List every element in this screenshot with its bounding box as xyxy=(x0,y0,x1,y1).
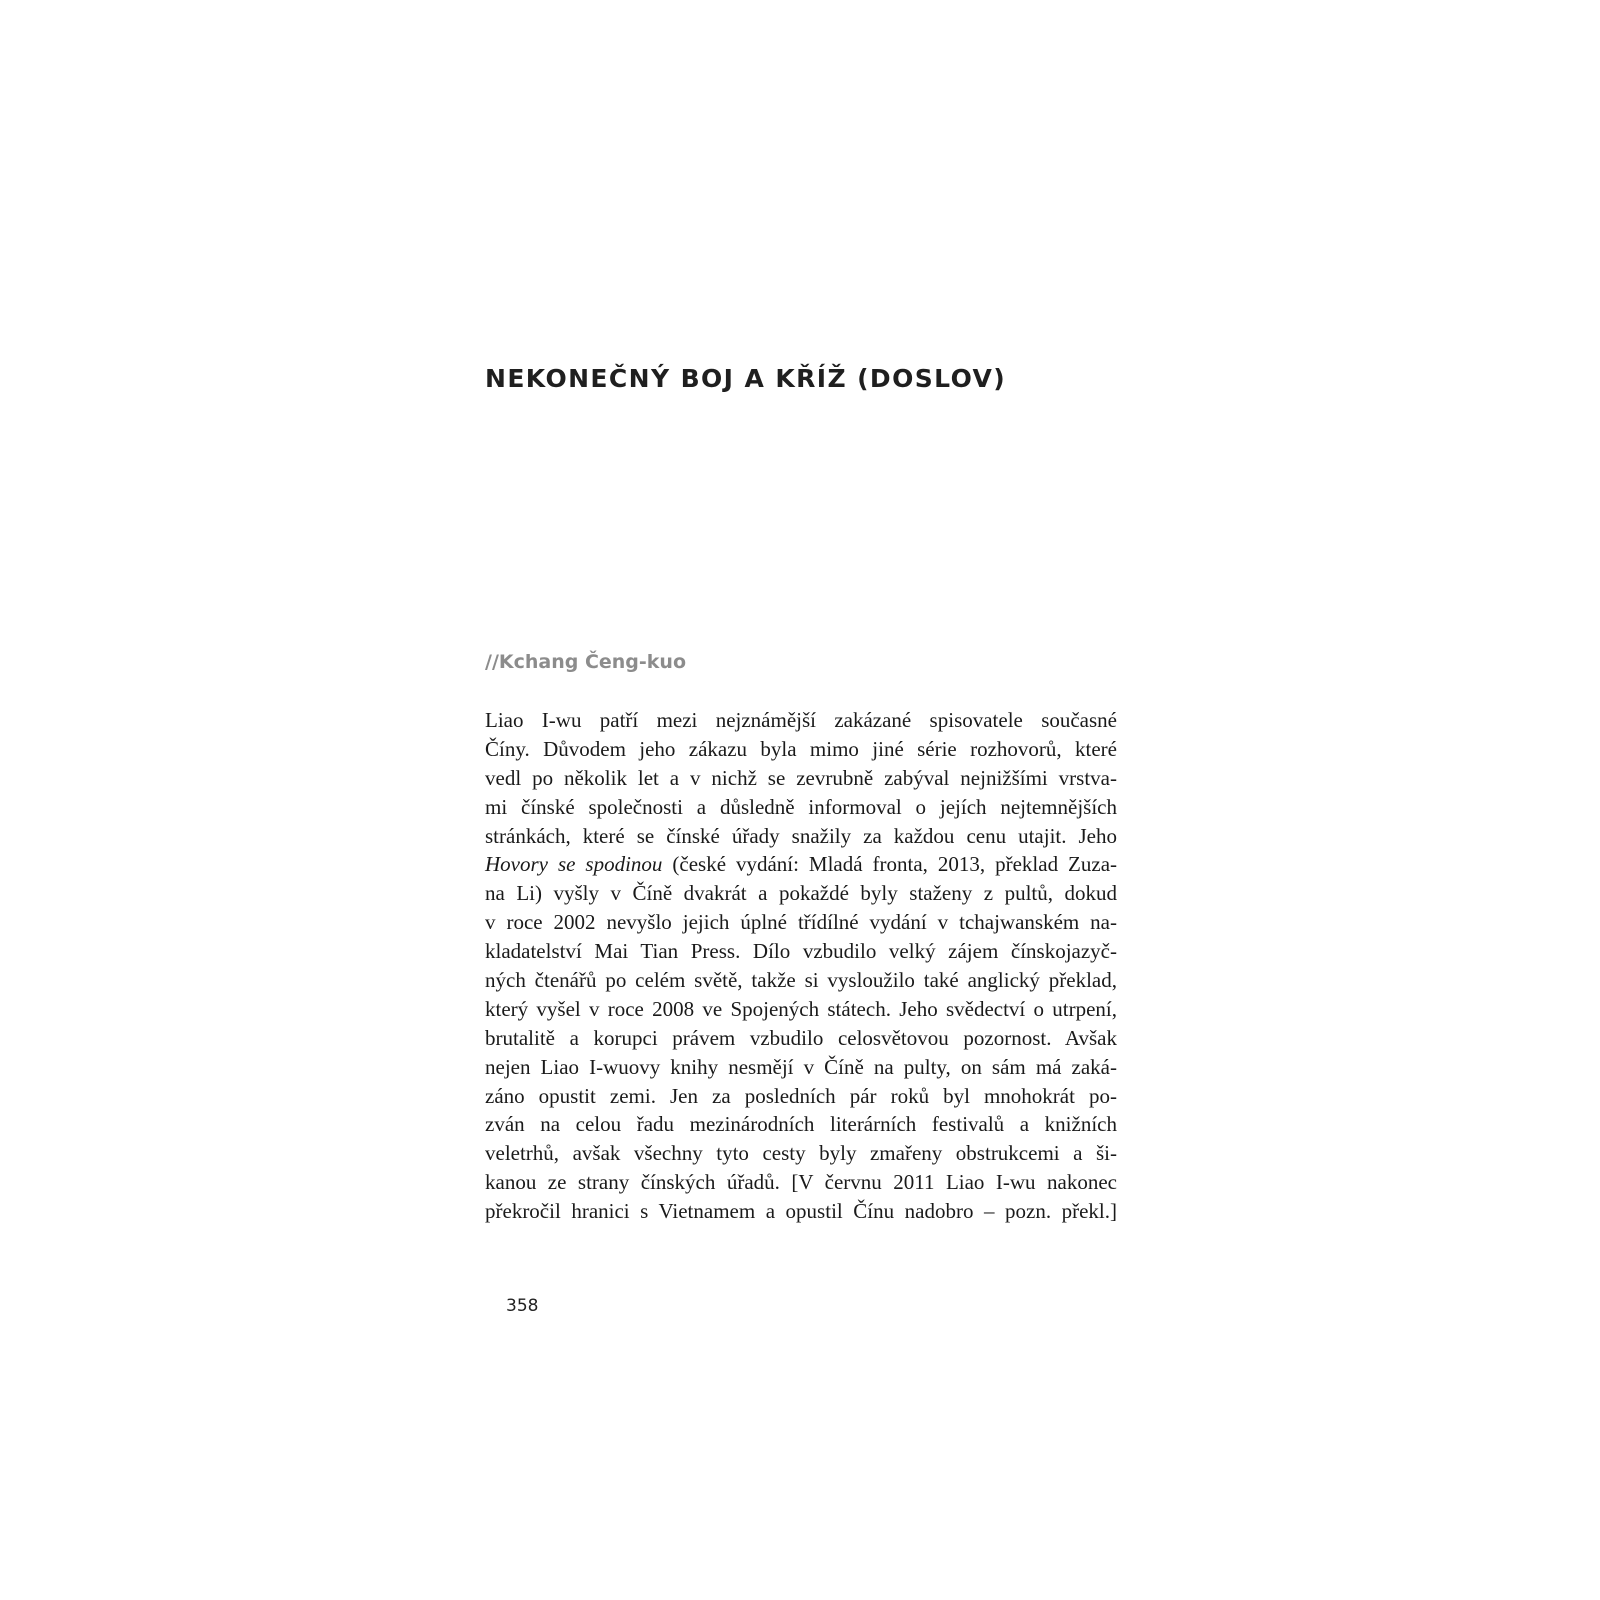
text-line: mi čínské společnosti a důsledně informoval o jejích nejtemnějších xyxy=(485,794,1117,819)
text-line: stránkách, které se čínské úřady snažily za každou cenu utajit. Jeho xyxy=(485,823,1117,848)
chapter-title: NEKONEČNÝ BOJ A KŘÍŽ (DOSLOV) xyxy=(485,364,1007,393)
text-line: zván na celou řadu mezinárodních literárních festivalů a knižních xyxy=(485,1112,1117,1137)
author-byline: //Kchang Čeng-kuo xyxy=(485,651,687,673)
text-line: vedl po několik let a v nichž se zevrubně zabýval nejnižšími vrstva- xyxy=(485,765,1117,790)
text-line: Číny. Důvodem jeho zákazu byla mimo jiné série rozhovorů, které xyxy=(485,736,1117,761)
text-line: ných čtenářů po celém světě, takže si vysloužilo také anglický překlad, xyxy=(485,968,1117,993)
text-line: který vyšel v roce 2008 ve Spojených státech. Jeho svědectví o utrpení, xyxy=(485,996,1117,1021)
text-line: kanou ze strany čínských úřadů. [V červnu 2011 Liao I-wu nakonec xyxy=(485,1170,1117,1195)
text-line: kladatelství Mai Tian Press. Dílo vzbudilo velký zájem čínskojazyč- xyxy=(485,939,1117,964)
body-paragraph xyxy=(485,706,1117,1226)
text-line-rest: (české vydání: Mladá fronta, 2013, překlad Zuza- xyxy=(662,852,1118,877)
book-title-italic: Hovory se spodinou xyxy=(485,852,663,877)
text-line: nejen Liao I-wuovy knihy nesmějí v Číně na pulty, on sám má zaká- xyxy=(485,1054,1117,1079)
text-line: záno opustit zemi. Jen za posledních pár roků byl mnohokrát po- xyxy=(485,1083,1117,1108)
text-line: veletrhů, avšak všechny tyto cesty byly zmařeny obstrukcemi a ši- xyxy=(485,1141,1117,1166)
page-number: 358 xyxy=(506,1296,539,1316)
text-line: v roce 2002 nevyšlo jejich úplné třídílné vydání v tchajwanském na- xyxy=(485,910,1117,935)
text-line: Liao I-wu patří mezi nejznámější zakázané spisovatele současné xyxy=(485,708,1117,732)
text-line: překročil hranici s Vietnamem a opustil Čínu nadobro – pozn. překl.] xyxy=(485,1199,1117,1224)
text-line xyxy=(485,850,1117,879)
text-line: brutalitě a korupci právem vzbudilo celosvětovou pozornost. Avšak xyxy=(485,1025,1117,1050)
text-line: na Li) vyšly v Číně dvakrát a pokaždé byly staženy z pultů, dokud xyxy=(485,881,1117,906)
